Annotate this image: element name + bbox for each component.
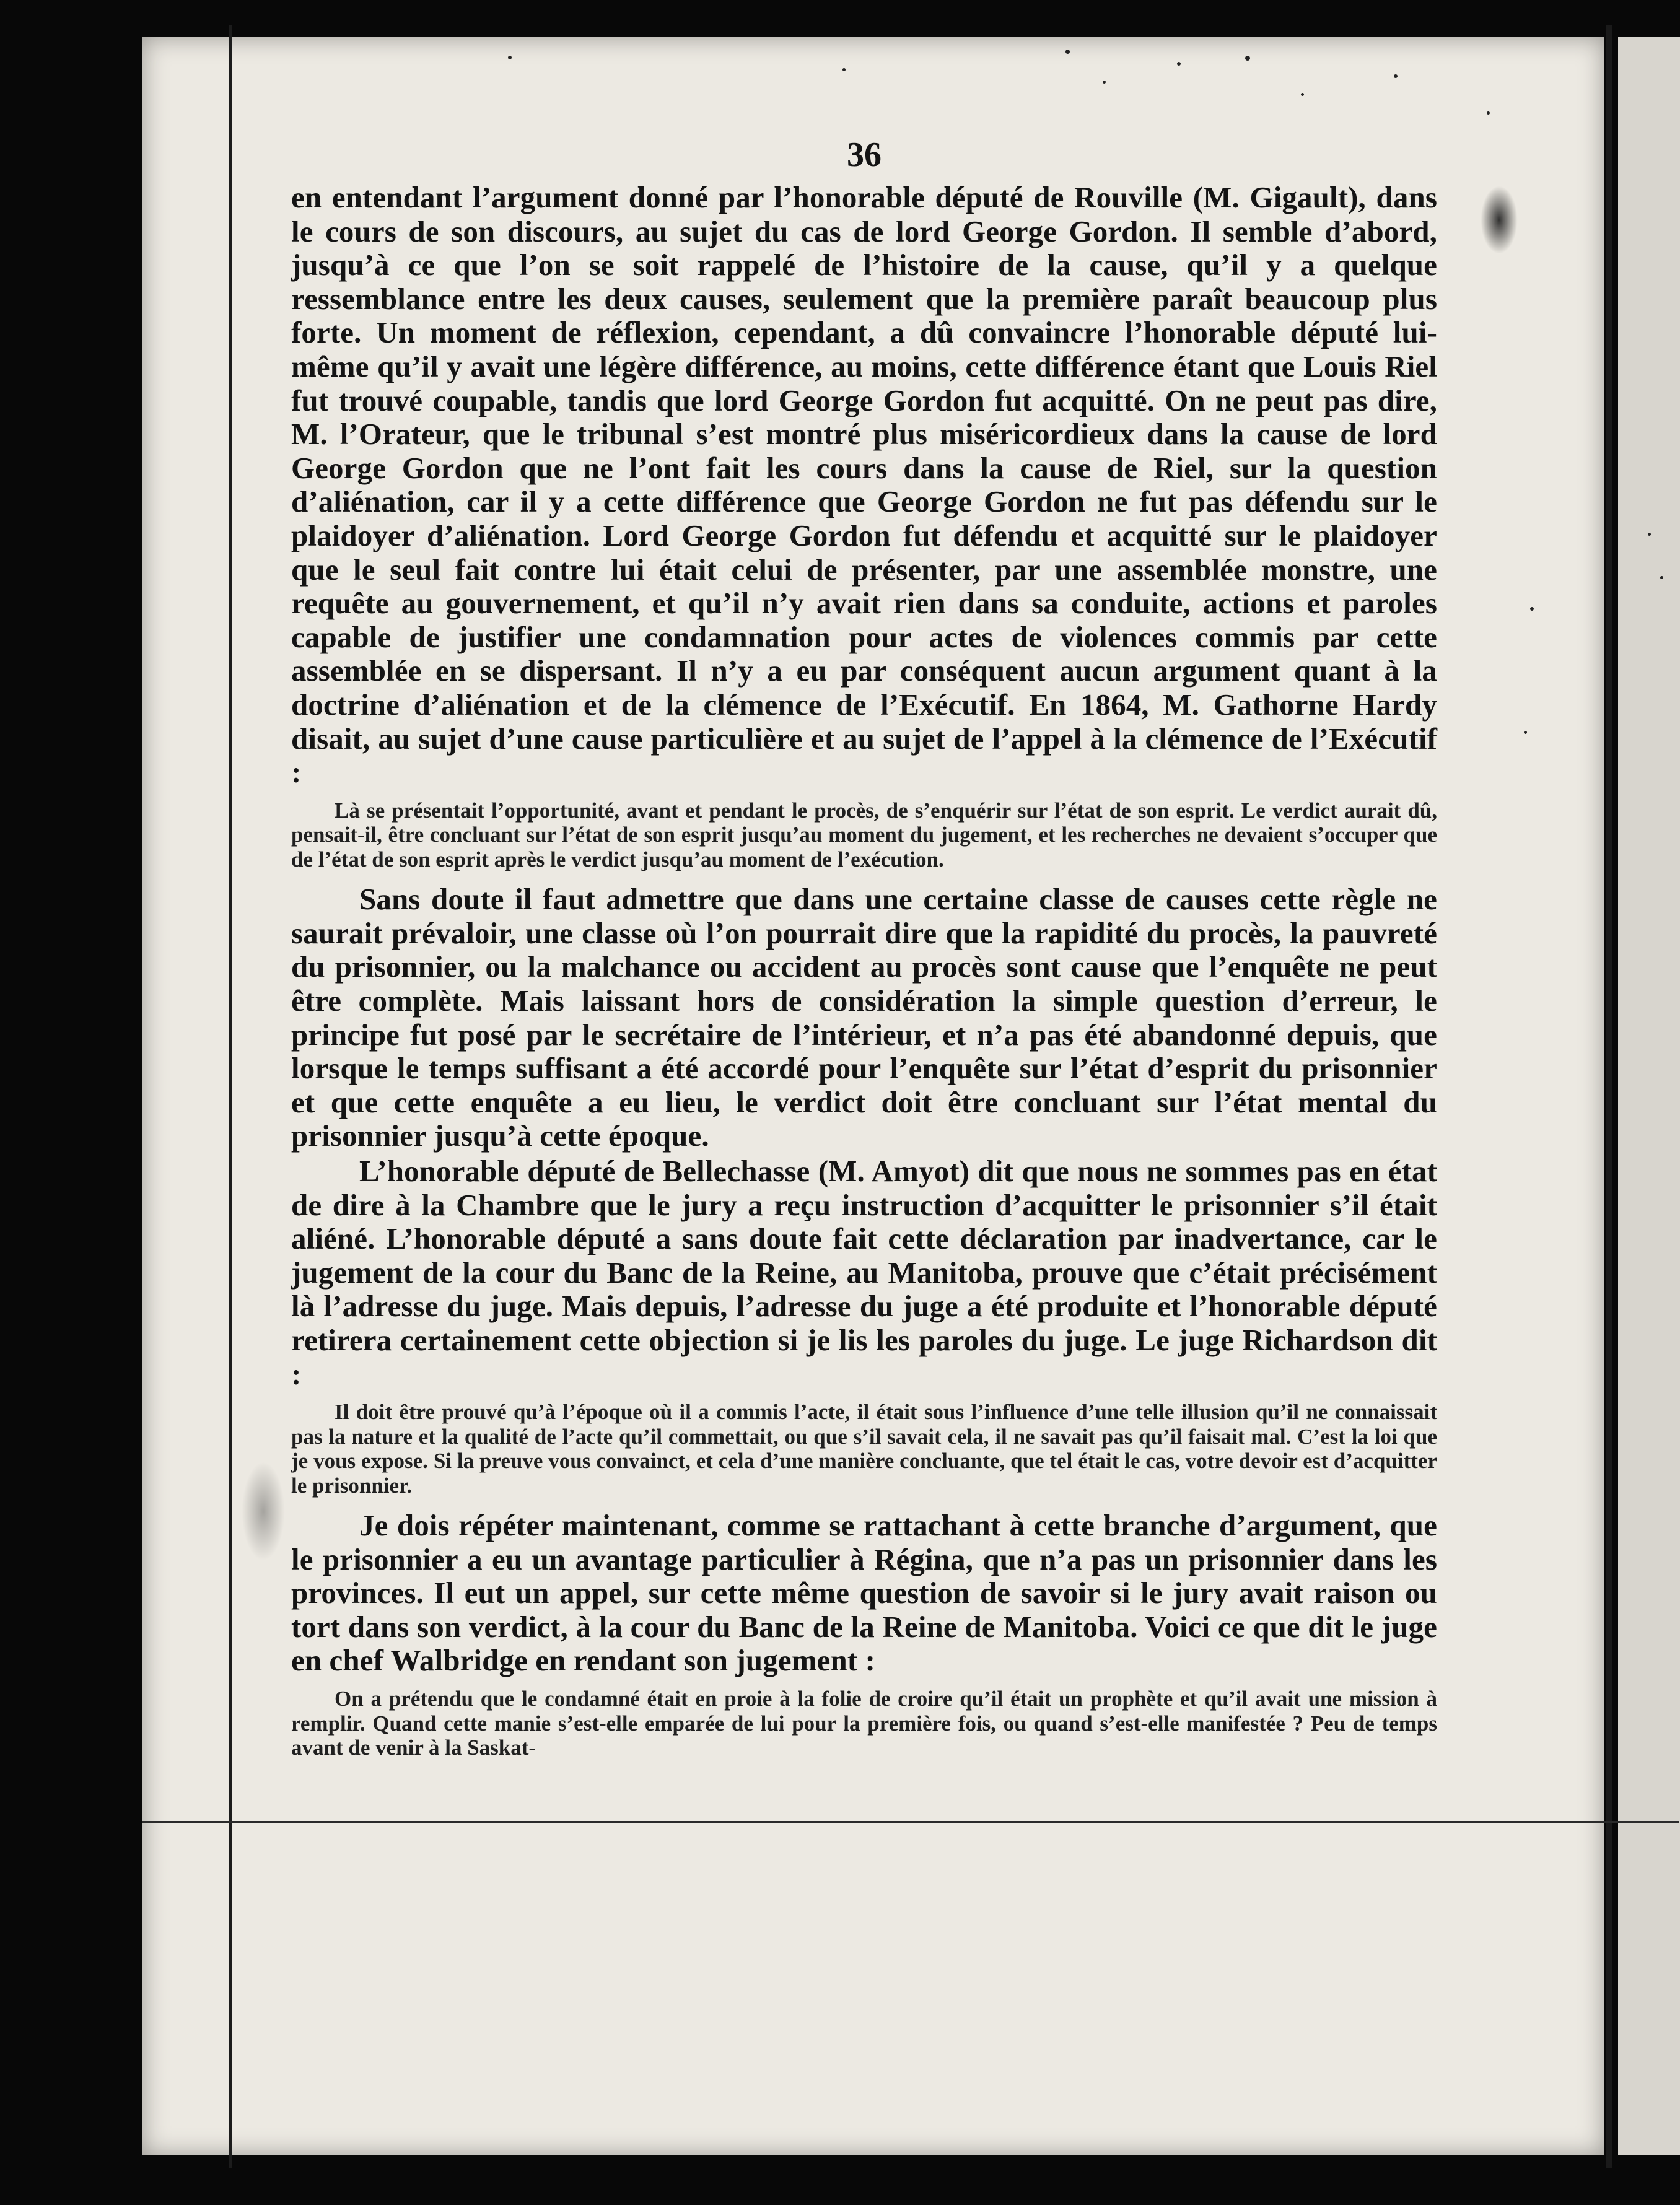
scan-speck xyxy=(1524,731,1527,734)
page-number: 36 xyxy=(847,136,882,174)
ink-smudge-left xyxy=(242,1462,285,1561)
scan-speck xyxy=(1065,50,1070,54)
block-quote: On a prétendu que le condamné était en proie à la folie de croire qu’il était un prophète et qu’il avait une mission à remplir. Quand cette manie s’est-elle emparée de lui pour la première fois, ou quand s’est-elle manifestée ? Peu de temps avant de venir à la Saskat- xyxy=(291,1687,1437,1760)
scan-speck xyxy=(1103,81,1106,84)
paragraph: L’honorable député de Bellechasse (M. Amyot) dit que nous ne sommes pas en état de dire à la Chambre que le jury a reçu instruction d’acquitter le prisonnier s’il était aliéné. L’honorable député a sans doute fait cette déclaration par inadvertance, car le jugement de la cour du Banc de la Reine, au Manitoba, prouve que c’était précisément là l’adresse du juge. Mais depuis, l’adresse du juge a été produite et l’honorable député retirera certainement cette objection si je lis les paroles du juge. Le juge Richardson dit : xyxy=(291,1153,1437,1391)
scan-speck xyxy=(1177,62,1181,66)
scan-speck xyxy=(508,56,512,59)
block-quote: Là se présentait l’opportunité, avant et pendant le procès, de s’enquérir sur l’état de son esprit. Le verdict aurait dû, pensait-il, être concluant sur l’état de son esprit jusqu’au moment du jugement, et les recherches ne devaient s’occuper que de l’état de son esprit après le verdict jusqu’au moment de l’exécution. xyxy=(291,798,1437,871)
scan-speck xyxy=(1301,93,1304,96)
page-right-border xyxy=(1606,25,1612,2168)
scan-fold-line xyxy=(142,1821,1679,1823)
scan-speck xyxy=(1394,74,1398,78)
paragraph: Je dois répéter maintenant, comme se rattachant à cette branche d’argument, que le prisonnier a eu un avantage particulier à Régina, que n’a pas un prisonnier dans les provinces. Il eut un appel, sur cette même question de savoir si le jury avait raison ou tort dans son verdict, à la cour du Banc de la Reine de Manitoba. Voici ce que dit le juge en chef Walbridge en rendant son jugement : xyxy=(291,1508,1437,1678)
scan-speck xyxy=(1530,607,1534,611)
scan-speck xyxy=(1648,533,1651,536)
block-quote: Il doit être prouvé qu’à l’époque où il a commis l’acte, il était sous l’influence d’une telle illusion qu’il ne connaissait pas la nature et la qualité de l’acte qu’il commettait, ou que s’il savait cela, il ne savait pas qu’il faisait mal. C’est la loi que je vous expose. Si la preuve vous convainct, et cela d’une manière concluante, que tel était le cas, votre devoir est d’acquitter le prisonnier. xyxy=(291,1400,1437,1498)
page-left-border xyxy=(229,25,232,2168)
scan-speck xyxy=(1660,576,1663,579)
adjacent-page-edge xyxy=(1618,37,1680,2155)
ink-smudge xyxy=(1481,186,1518,254)
scan-speck xyxy=(842,68,846,71)
scan-speck xyxy=(1487,111,1490,115)
paragraph: Sans doute il faut admettre que dans une certaine classe de causes cette règle ne saurait prévaloir, une classe où l’on pourrait dire que la rapidité du procès, la pauvreté du prisonnier, ou la malchance ou accident au procès sont cause que l’enquête ne peut être complète. Mais laissant hors de considération la simple question d’erreur, le principe fut posé par le secrétaire de l’intérieur, et n’a pas été abandonné depuis, que lorsque le temps suffisant a été accordé pour l’enquête sur l’état d’esprit du prisonnier et que cette enquête a eu lieu, le verdict doit être concluant sur l’état mental du prisonnier jusqu’à cette époque. xyxy=(291,882,1437,1153)
page-content xyxy=(291,136,1437,1771)
scan-speck xyxy=(1245,56,1250,61)
paragraph: en entendant l’argument donné par l’honorable député de Rouville (M. Gigault), dans le cours de son discours, au sujet du cas de lord George Gordon. Il semble d’abord, jusqu’à ce que l’on se soit rappelé de l’histoire de la cause, qu’il y a quelque ressemblance entre les deux causes, seulement que la première paraît beaucoup plus forte. Un moment de réflexion, cependant, a dû convaincre l’honorable député lui-même qu’il y avait une légère différence, au moins, cette différence étant que Louis Riel fut trouvé coupable, tandis que lord George Gordon fut acquitté. On ne peut pas dire, M. l’Orateur, que le tribunal s’est montré plus miséricordieux dans la cause de lord George Gordon que ne l’ont fait les cours dans la cause de Riel, sur la question d’aliénation, car il y a cette différence que George Gordon ne fut pas défendu sur le plaidoyer d’aliénation. Lord George Gordon fut défendu et acquitté sur le plaidoyer que le seul fait contre lui était celui de présenter, par une assemblée monstre, une requête au gouvernement, et qu’il n’y avait rien dans sa conduite, actions et paroles capable de justifier une condamnation pour actes de violences commis par cette assemblée en se dispersant. Il n’y a eu par conséquent aucun argument quant à la doctrine d’aliénation et de la clémence de l’Exécutif. En 1864, M. Gathorne Hardy disait, au sujet d’une cause particulière et au sujet de l’appel à la clémence de l’Exécutif : xyxy=(291,180,1437,790)
